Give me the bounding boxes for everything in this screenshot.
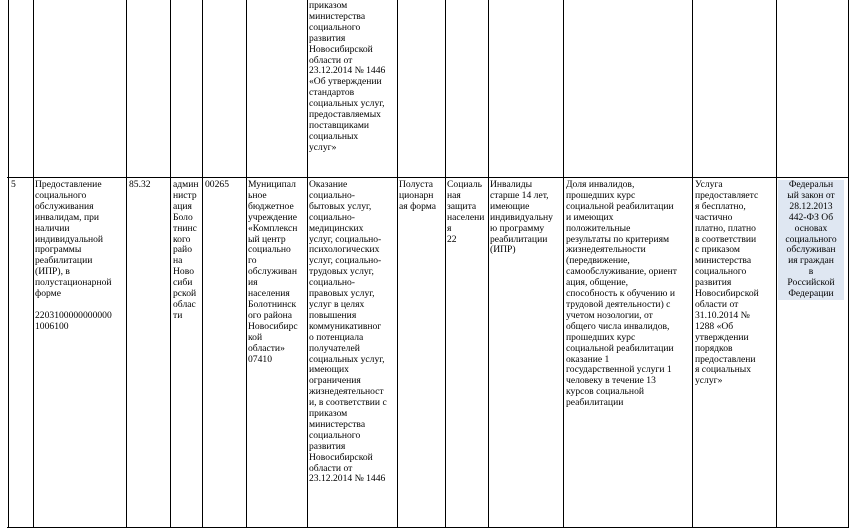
text-line: Федерации — [788, 288, 834, 300]
text-line: Социаль — [447, 180, 482, 190]
text-line: облас — [173, 298, 196, 310]
row-border — [7, 527, 849, 528]
text-line: 28.12.2013 — [789, 200, 833, 212]
text-line: я бесплатно, — [695, 200, 746, 212]
text-line: ционарн — [399, 189, 434, 201]
text-line: стандартов — [309, 87, 355, 99]
text-line: порядков — [695, 342, 733, 354]
text-line: частично — [695, 211, 733, 223]
text-line: ьное — [248, 189, 267, 201]
text-line: ого района — [248, 309, 293, 321]
column-border — [170, 0, 171, 528]
text-line: бюджетное — [248, 200, 294, 212]
column-border — [848, 0, 849, 528]
row-number: 5 — [11, 180, 16, 190]
text-line: области от — [695, 298, 739, 310]
text-line: основах — [794, 222, 828, 234]
text-line: ый закон от — [787, 189, 835, 201]
column-border — [776, 0, 777, 528]
text-line: области» — [248, 342, 285, 354]
text-line: коммуникативног — [309, 320, 382, 332]
text-line: развития — [695, 277, 732, 289]
text-line: Полуста — [399, 180, 434, 190]
text-line: реабилитации — [566, 397, 624, 409]
text-line: министерства — [309, 418, 366, 430]
text-line: предоставляетс — [695, 189, 759, 201]
text-line: бытовых услуг, — [309, 200, 372, 212]
text-line: Российской — [787, 277, 835, 289]
text-line: общего числа инвалидов, — [566, 320, 670, 332]
text-line: админ — [173, 180, 199, 190]
text-line: предоставлени — [695, 353, 756, 365]
text-line: Муниципал — [248, 180, 296, 190]
text-line: Услуга — [695, 180, 723, 190]
text-line: кой — [248, 331, 263, 343]
column-border — [33, 0, 34, 528]
text-line: оказание 1 — [566, 353, 610, 365]
law-cell — [778, 180, 844, 300]
text-line: услуг в целях — [309, 298, 365, 310]
column-border — [692, 0, 693, 528]
text-line: обслуживан — [248, 266, 297, 278]
text-line: (передвижение, — [566, 255, 630, 267]
text-line: рской — [173, 288, 197, 300]
text-line: прошедших курс — [566, 331, 636, 343]
text-line: «Комплексн — [248, 222, 298, 234]
text-line: ти — [173, 309, 183, 321]
text-line: о потенциала — [309, 331, 364, 343]
text-line: социально- — [309, 189, 355, 201]
text-line: 31.10.2014 № — [695, 309, 750, 321]
text-line: социально- — [309, 211, 355, 223]
text-line: кого — [173, 233, 191, 245]
text-line: области от — [309, 462, 353, 474]
row-border — [7, 177, 849, 178]
text-line: социальных услуг, — [309, 353, 385, 365]
text-line: реабилитации — [35, 255, 93, 267]
text-line: 23.12.2014 № 1446 — [309, 65, 386, 77]
text-line: платно, платно — [695, 222, 756, 234]
text-line: социальной реабилитации — [566, 200, 674, 212]
text-line: услуг» — [695, 375, 723, 387]
column-border — [126, 0, 127, 528]
text-line: в — [808, 266, 814, 278]
text-line: индивидуальну — [490, 211, 553, 223]
text-line: тнинс — [173, 222, 197, 234]
text-line: предоставляемых — [309, 109, 381, 121]
text-line: жизнедеятельност — [309, 386, 384, 398]
text-line: приказом — [309, 1, 348, 11]
text-line: способность к обучению и — [566, 288, 675, 300]
text-line: ограничения — [309, 375, 361, 387]
text-line: медицинских — [309, 222, 364, 234]
column-border — [246, 0, 247, 528]
column-border — [307, 0, 308, 528]
text-line: Оказание — [309, 180, 348, 190]
text-line: прошедших курс — [566, 189, 636, 201]
text-line: самообслуживание, ориент — [566, 266, 677, 278]
text-line: ная — [447, 189, 461, 201]
text-line: получателей — [309, 342, 360, 354]
text-line: с приказом — [695, 244, 740, 256]
text-line: имеющих — [309, 364, 349, 376]
text-line: услуг, социально- — [309, 255, 382, 267]
indicators-cell — [566, 180, 692, 409]
text-line: защита — [447, 200, 477, 212]
text-line: Новосибирской — [309, 43, 373, 55]
text-line: Предоставление — [35, 180, 102, 190]
column-border — [202, 0, 203, 528]
authority-cell — [173, 180, 202, 322]
column-border — [8, 0, 9, 528]
text-line: человеку в течение 13 — [566, 375, 656, 387]
text-line: социального — [785, 233, 837, 245]
text-line: социально- — [309, 277, 355, 289]
text-line: поставщиками — [309, 119, 370, 131]
text-line: социального — [309, 429, 361, 441]
institution-cell — [248, 180, 307, 365]
text-line: полустационарной — [35, 277, 112, 289]
text-line: области от — [309, 54, 353, 66]
text-line: сиби — [173, 277, 193, 289]
text-line: социально — [248, 244, 291, 256]
text-line: я — [447, 222, 452, 234]
text-line: социального — [695, 266, 747, 278]
text-line: ия граждан — [788, 255, 834, 267]
text-line: 23.12.2014 № 1446 — [309, 473, 386, 485]
text-line: (ИПР) — [490, 244, 516, 256]
text-line: Федеральн — [788, 180, 834, 190]
text-line: обслуживания — [35, 200, 94, 212]
text-line: 22 — [447, 233, 457, 245]
text-line: ый центр — [248, 233, 286, 245]
okved-code: 85.32 — [129, 180, 151, 190]
text-line: 1006100 — [35, 320, 69, 332]
text-line: развития — [309, 32, 346, 44]
text-line: ация, общение, — [566, 277, 628, 289]
text-line: ия — [248, 277, 258, 289]
column-border — [445, 0, 446, 528]
text-line: учетом нозологии, от — [566, 309, 653, 321]
text-line: Болотнинск — [248, 298, 297, 310]
text-line: социальных — [309, 130, 359, 142]
text-line: ая форма — [399, 200, 436, 212]
category-cell — [447, 180, 488, 245]
text-line: развития — [309, 440, 346, 452]
text-line: психологических — [309, 244, 380, 256]
payment-cell — [695, 180, 776, 387]
text-line: ация — [173, 200, 192, 212]
text-line: на — [173, 255, 183, 267]
text-line: го — [248, 255, 257, 267]
text-line: «Об утверждении — [309, 76, 382, 88]
text-line: правовых услуг, — [309, 288, 375, 300]
text-line: курсов социальной — [566, 386, 644, 398]
text-line: Новосибирской — [309, 451, 373, 463]
text-line: индивидуальной — [35, 233, 104, 245]
text-line: 2203100000000000 — [35, 309, 112, 321]
text-line: жизнедеятельности — [566, 244, 646, 256]
text-line: райо — [173, 244, 192, 256]
column-border — [563, 0, 564, 528]
text-line: услуг, социально- — [309, 233, 382, 245]
text-line: форме — [35, 288, 61, 300]
prev-row-content-cell — [309, 1, 397, 154]
text-line: и, в соответствии с — [309, 397, 387, 409]
text-line: Боло — [173, 211, 193, 223]
service-content-cell — [309, 180, 397, 485]
text-line: Инвалиды — [490, 180, 533, 190]
text-line: трудовой деятельности) с — [566, 298, 671, 310]
column-border — [488, 0, 489, 528]
text-line: государственной услуги 1 — [566, 364, 672, 376]
text-line: учреждение — [248, 211, 297, 223]
text-line: социальных услуг, — [309, 98, 385, 110]
text-line: министерства — [309, 10, 366, 22]
text-line: положительные — [566, 222, 631, 234]
text-line: 07410 — [248, 353, 272, 365]
text-line: Новосибирской — [695, 288, 759, 300]
text-line: нистр — [173, 189, 197, 201]
text-line: Ново — [173, 266, 194, 278]
text-line: социального — [309, 21, 361, 33]
text-line: министерства — [695, 255, 752, 267]
text-line: 1288 «Об — [695, 320, 734, 332]
text-line: в соответствии — [695, 233, 757, 245]
text-line: наличии — [35, 222, 70, 234]
service-name-cell — [35, 180, 126, 333]
text-line: Доля инвалидов, — [566, 180, 635, 190]
text-line: (ИПР), в — [35, 266, 70, 278]
text-line: Новосибирс — [248, 320, 298, 332]
text-line: социальной реабилитации — [566, 342, 674, 354]
text-line: населени — [447, 211, 485, 223]
text-line: повышения — [309, 309, 357, 321]
text-line: инвалидам, при — [35, 211, 100, 223]
text-line: ю программу — [490, 222, 545, 234]
text-line: я социальных — [695, 364, 752, 376]
text-line: и имеющих — [566, 211, 614, 223]
text-line: социального — [35, 189, 87, 201]
authority-code: 00265 — [205, 180, 229, 190]
text-line: обслуживан — [786, 244, 836, 256]
text-line: населения — [248, 288, 290, 300]
text-line: утверждении — [695, 331, 749, 343]
text-line: услуг» — [309, 141, 337, 153]
text-line: 442-ФЗ Об — [788, 211, 834, 223]
recipients-cell — [490, 180, 563, 256]
service-form-cell — [399, 180, 445, 213]
text-line: приказом — [309, 408, 348, 420]
text-line: программы — [35, 244, 82, 256]
text-line: реабилитации — [490, 233, 548, 245]
text-line: старше 14 лет, — [490, 189, 549, 201]
text-line: имеющие — [490, 200, 530, 212]
column-border — [397, 0, 398, 528]
text-line: трудовых услуг, — [309, 266, 374, 278]
text-line: результаты по критериям — [566, 233, 670, 245]
